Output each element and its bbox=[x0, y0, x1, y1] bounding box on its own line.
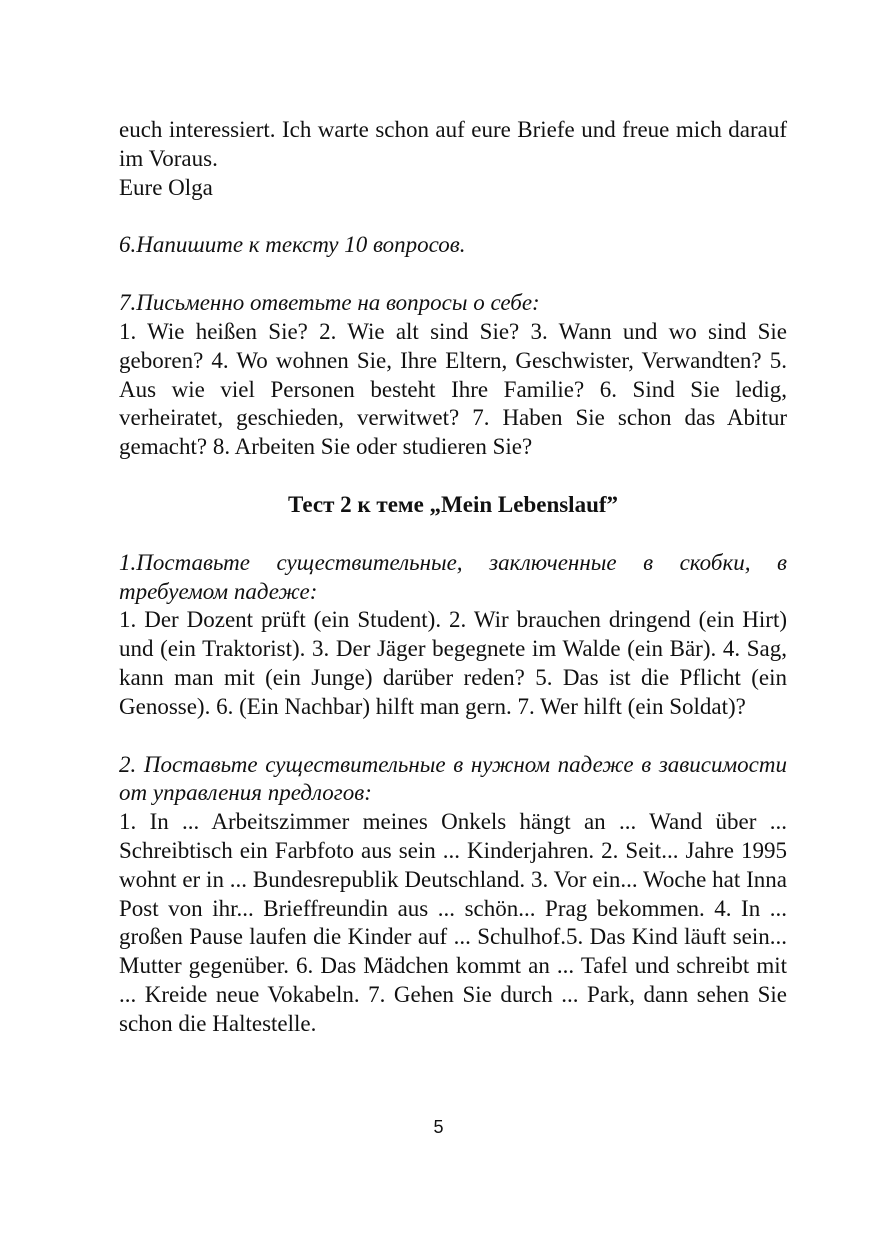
exercise1-instruction: 1.Поставьте существительные, заключенные в скобки, в требуемом падеже: bbox=[119, 549, 787, 604]
spacer bbox=[119, 722, 787, 751]
section-title: Тест 2 к теме „Mein Lebenslauf” bbox=[287, 491, 619, 517]
task7-questions: 1. Wie heißen Sie? 2. Wie alt sind Sie? 3. Wann und wo sind Sie geboren? 4. Wo wohnen Sie, Ihre Eltern, Geschwister, Verwandten? 5. Aus wie viel Personen besteht Ihre Familie? 6. Sind Sie ledig, verheiratet, geschieden, verwitwet? 7. Haben Sie schon das Abitur gemacht? 8. Arbeiten Sie oder studieren Sie? bbox=[119, 318, 787, 460]
letter-closing-text: euch interessiert. Ich warte schon auf eure Briefe und freue mich darauf im Voraus. bbox=[119, 117, 787, 171]
exercise1-sentences: 1. Der Dozent prüft (ein Student). 2. Wir brauchen dringend (ein Hirt) und (ein Traktorist). 3. Der Jäger begegnete im Walde (ein Bär). 4. Sag, kann man mit (ein Junge) darüber reden? 5. Das ist die Pflicht (ein Genosse). 6. (Ein Nachbar) hilft man gern. 7. Wer hilft (ein Soldat)? bbox=[119, 607, 787, 719]
letter-signature: Eure Olga bbox=[119, 174, 213, 200]
task7-instruction: 7.Письменно ответьте на вопросы о себе: bbox=[119, 290, 540, 316]
spacer bbox=[119, 520, 787, 549]
exercise2-sentences: 1. In ... Arbeitszimmer meines Onkels hängt an ... Wand über ... Schreibtisch ein Farbfoto aus sein ... Kinderjahren. 2. Seit... Jahre 1995 wohnt er in ... Bundesrepublik Deutschland. 3. Vor ein... Woche hat Inna Post von ihr... Brieffreundin aus ... schön... Prag bekommen. 4. In ... großen Pause laufen die Kinder auf ... Schulhof.5. Das Kind läuft sein... Mutter gegenüber. 6. Das Mädchen kommt an ... Tafel und schreibt mit ... Kreide neue Vokabeln. 7. Gehen Sie durch ... Park, dann sehen Sie schon die Haltestelle. bbox=[119, 809, 787, 1036]
spacer bbox=[119, 202, 787, 231]
exercise2-instruction: 2. Поставьте существительные в нужном падеже в зависимости от управления предлогов: bbox=[119, 751, 787, 806]
document-page bbox=[119, 116, 787, 1039]
page-number: 5 bbox=[433, 1117, 444, 1137]
spacer bbox=[119, 260, 787, 289]
spacer bbox=[119, 462, 787, 491]
task6-instruction: 6.Напишите к тексту 10 вопросов. bbox=[119, 232, 466, 258]
